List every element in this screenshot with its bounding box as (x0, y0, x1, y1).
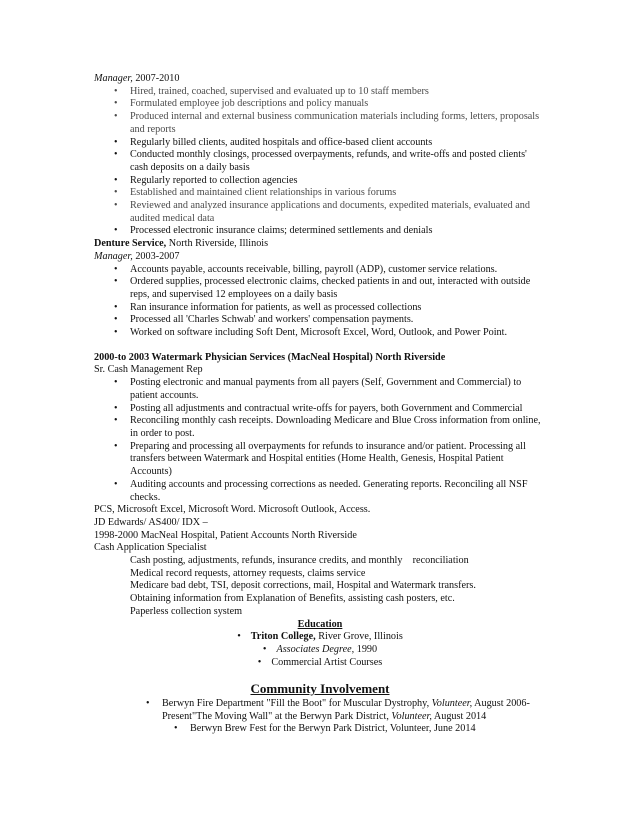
company-location: North Riverside, Illinois (168, 238, 269, 250)
list-item: • Posting all adjustments and contractual write-offs for payers, both Government and Commercial (94, 403, 546, 416)
list-item: • Hired, trained, coached, supervised and evaluated up to 10 staff members (94, 86, 546, 99)
list-item: • Reviewed and analyzed insurance applications and documents, expedited materials, evaluated and audited medical data (94, 200, 546, 225)
text-line: 1998-2000 MacNeal Hospital, Patient Accounts North Riverside (94, 529, 357, 541)
job-header-1 (94, 73, 546, 86)
text-line: Paperless collection system (130, 605, 243, 617)
list-item: • Regularly billed clients, audited hospitals and office-based client accounts (94, 137, 546, 150)
bullet-icon (237, 631, 251, 642)
job-2-bullets (94, 264, 546, 340)
duties-block (94, 555, 546, 619)
job-role-line-2 (94, 251, 546, 264)
community-sublist (94, 723, 546, 736)
community-role: Volunteer, (431, 698, 473, 710)
list-item: • Accounts payable, accounts receivable, billing, payroll (ADP), customer service relations. (94, 264, 546, 277)
text-line: Cash posting, adjustments, refunds, insurance credits, and monthly reconciliation (130, 555, 469, 567)
job-role: Manager, (94, 250, 133, 262)
text-line: Medicare bad debt, TSI, deposit corrections, mail, Hospital and Watermark transfers. (130, 580, 476, 592)
list-item: • Reconciling monthly cash receipts. Downloading Medicare and Blue Cross information from online, in order to post. (94, 415, 546, 440)
community-text: August 2014 (431, 710, 487, 722)
list-item: • Produced internal and external business communication materials including forms, letters, proposals and reports (94, 111, 546, 136)
education-courses (94, 657, 546, 670)
list-item: • Formulated employee job descriptions and policy manuals (94, 98, 546, 111)
school-name: Triton College, (250, 631, 316, 643)
list-item: • Worked on software including Soft Dent, Microsoft Excel, Word, Outlook, and Power Point. (94, 327, 546, 340)
list-item: • Processed all 'Charles Schwab' and workers' compensation payments. (94, 314, 546, 327)
courses-text: Commercial Artist Courses (271, 656, 383, 668)
job-role: Manager, (94, 73, 133, 84)
list-item (94, 698, 546, 723)
community-list (94, 698, 546, 723)
job-3-bullets (94, 377, 546, 504)
degree-name: Associates Degree, (276, 643, 355, 655)
community-text: August 2006-Present"The Moving Wall" at the Berwyn Park District, (162, 698, 530, 722)
list-item: • Auditing accounts and processing corrections as needed. Generating reports. Reconciling all NSF checks. (94, 479, 546, 504)
job-dates: 2007-2010 (135, 73, 180, 84)
text-line: Medical record requests, attorney requests, claims service (130, 567, 366, 579)
list-item: • Preparing and processing all overpayments for refunds to insurance and/or patient. Processing all transfers between Watermark and Hospital entities (Home Health, Genesis, Hospital Patient Accounts) (94, 441, 546, 479)
spacer (94, 340, 546, 352)
school-location: River Grove, Illinois (318, 631, 403, 643)
education-heading: Education (297, 618, 343, 630)
text-line: Obtaining information from Explanation of Benefits, assisting cash posters, etc. (130, 593, 455, 605)
community-heading: Community Involvement (250, 681, 390, 697)
education-school (94, 631, 546, 644)
bullet-icon (263, 644, 277, 655)
community-role: Volunteer, (391, 710, 432, 722)
list-item: • Berwyn Brew Fest for the Berwyn Park District, Volunteer, June 2014 (94, 723, 546, 736)
text-line: PCS, Microsoft Excel, Microsoft Word. Microsoft Outlook, Access. (94, 504, 371, 516)
list-item: • Processed electronic insurance claims; determined settlements and denials (94, 225, 546, 238)
job-role-3: Sr. Cash Management Rep (94, 364, 203, 376)
list-item: • Ordered supplies, processed electronic claims, checked patients in and out, interacted with outside reps, and supervised 12 employees on a daily basis (94, 276, 546, 301)
job-1-bullets (94, 86, 546, 238)
job-header-2 (94, 238, 546, 251)
list-item: • Ran insurance information for patients, as well as processed collections (94, 302, 546, 315)
degree-year: 1990 (356, 643, 378, 655)
text-line: Cash Application Specialist (94, 542, 207, 554)
text-line: JD Edwards/ AS400/ IDX – (94, 516, 208, 528)
bullet-icon (258, 657, 272, 668)
job-dates: 2003-2007 (135, 250, 180, 262)
job-heading-3: 2000-to 2003 Watermark Physician Services (MacNeal Hospital) North Riverside (94, 351, 446, 363)
list-item: • Established and maintained client relationships in various forums (94, 187, 546, 200)
list-item: • Regularly reported to collection agencies (94, 175, 546, 188)
community-text: Berwyn Fire Department "Fill the Boot" for Muscular Dystrophy, (162, 698, 432, 710)
resume-page (94, 73, 546, 736)
list-item: • Conducted monthly closings, processed overpayments, refunds, and write-offs and posted clients' cash deposits on a daily basis (94, 149, 546, 174)
company-name: Denture Service, (94, 238, 167, 250)
education-degree (94, 644, 546, 657)
list-item: • Posting electronic and manual payments from all payers (Self, Government and Commercial) to patient accounts. (94, 377, 546, 402)
